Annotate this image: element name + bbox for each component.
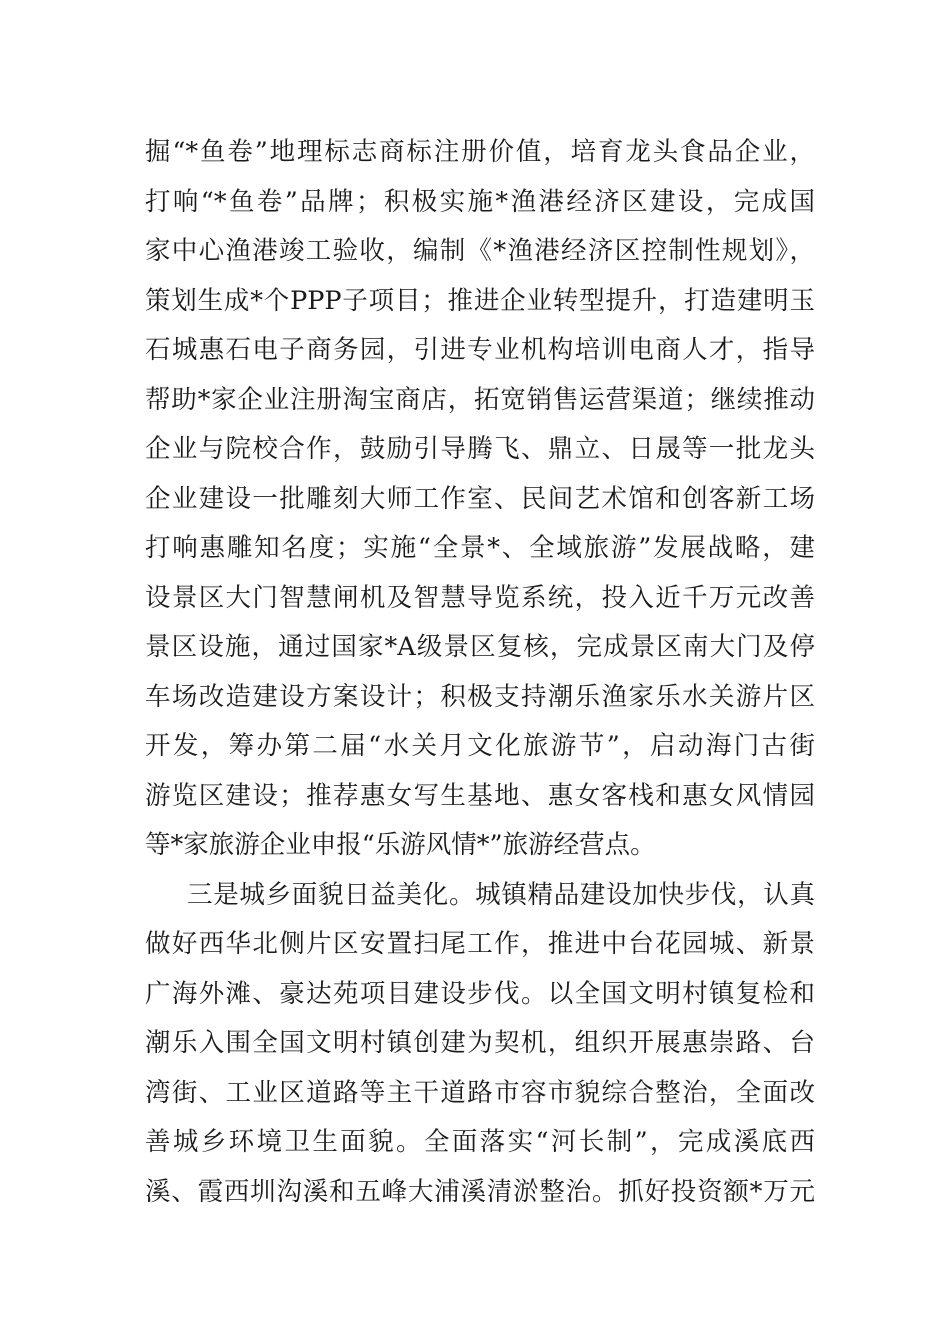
text-line: 做好西华北侧片区安置扫尾工作，推进中台花园城、新景: [145, 929, 815, 959]
text-line: 帮助*家企业注册淘宝商店，拓宽销售运营渠道；继续推动: [145, 384, 815, 415]
text-line: 掘“*鱼卷”地理标志商标注册价值，培育龙头食品企业，: [145, 137, 815, 167]
text-line: 打响惠雕知名度；实施“全景*、全域旅游”发展战略，建: [145, 533, 815, 563]
text-line: 设景区大门智慧闸机及智慧导览系统，投入近千万元改善: [145, 582, 815, 613]
text-line: 打响“*鱼卷”品牌；积极实施*渔港经济区建设，完成国: [145, 186, 815, 217]
text-line: 潮乐入围全国文明村镇创建为契机，组织开展惠崇路、台: [145, 1028, 815, 1058]
text-line: 开发，筹办第二届“水关月文化旅游节”，启动海门古街: [145, 731, 815, 761]
paragraph-2: [145, 871, 815, 1218]
text-line: 善城乡环境卫生面貌。全面落实“河长制”，完成溪底西: [145, 1127, 815, 1157]
text-line: 企业建设一批雕刻大师工作室、民间艺术馆和创客新工场: [145, 483, 815, 514]
text-line: 三是城乡面貌日益美化。城镇精品建设加快步伐，认真: [187, 879, 815, 910]
text-line: 景区设施，通过国家*A级景区复核，完成景区南大门及停: [145, 632, 815, 662]
text-line: 车场改造建设方案设计；积极支持潮乐渔家乐水关游片区: [145, 681, 815, 712]
text-line: 石城惠石电子商务园，引进专业机构培训电商人才，指导: [145, 335, 815, 365]
text-line: 家中心渔港竣工验收，编制《*渔港经济区控制性规划》，: [145, 236, 815, 266]
paragraph-1: [145, 128, 815, 871]
text-line: 游览区建设；推荐惠女写生基地、惠女客栈和惠女风情园: [145, 780, 815, 811]
text-line: 企业与院校合作，鼓励引导腾飞、鼎立、日晟等一批龙头: [145, 434, 815, 464]
text-line: 溪、霞西圳沟溪和五峰大浦溪清淤整治。抓好投资额*万元: [145, 1176, 815, 1207]
text-line: 广海外滩、豪达苑项目建设步伐。以全国文明村镇复检和: [145, 978, 815, 1009]
text-line: 等*家旅游企业申报“乐游风情*”旅游经营点。: [145, 830, 656, 860]
document-body: [145, 128, 815, 1217]
text-line: 湾街、工业区道路等主干道路市容市貌综合整治，全面改: [145, 1077, 815, 1108]
text-line: 策划生成*个PPP子项目；推进企业转型提升，打造建明玉: [145, 285, 815, 316]
